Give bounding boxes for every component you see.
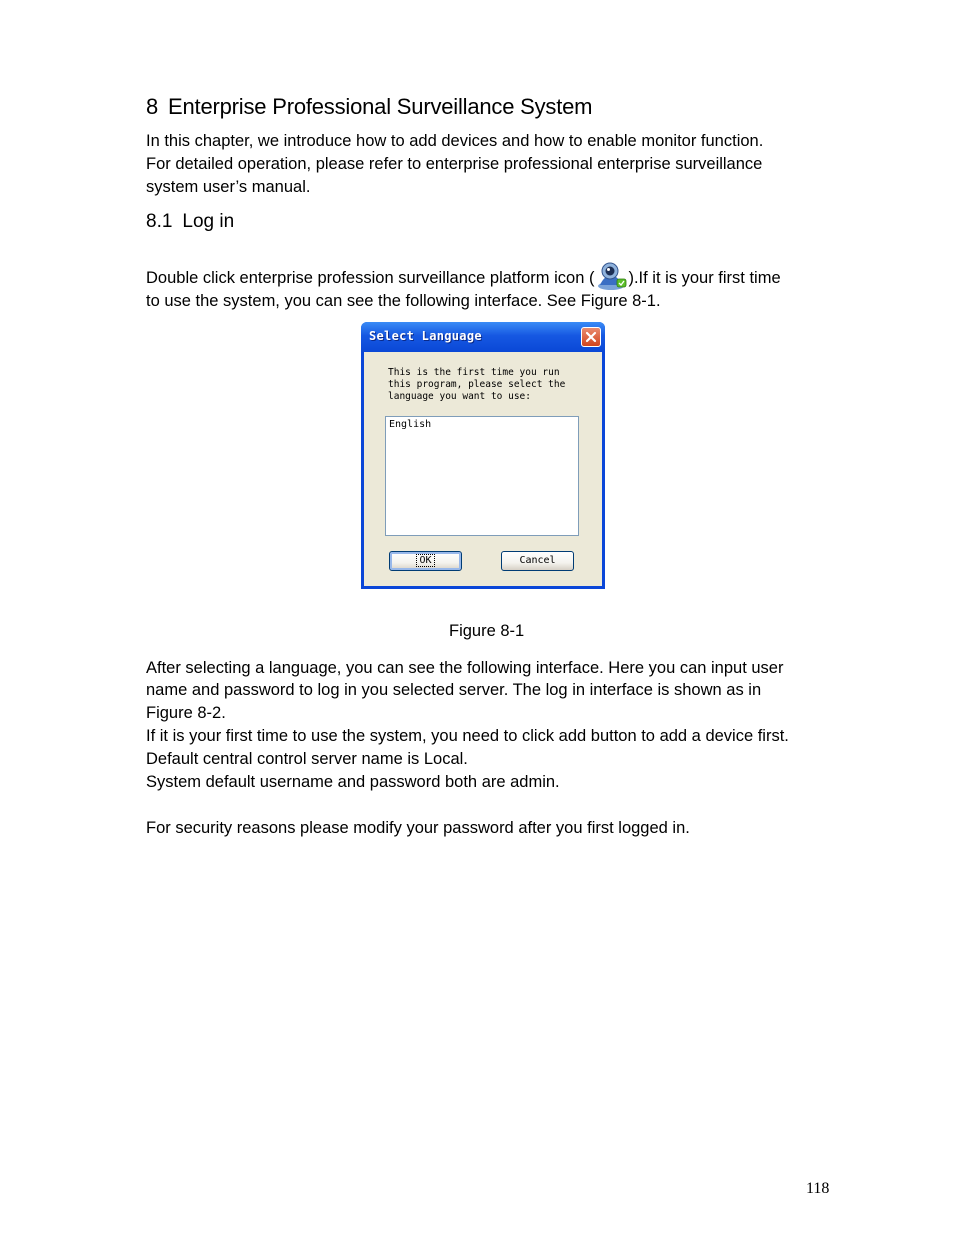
body-line: For security reasons please modify your password after you first logged in. xyxy=(146,819,690,837)
body-line: If it is your first time to use the system, you need to click add button to add a device first. xyxy=(146,727,789,745)
surveillance-platform-icon xyxy=(594,261,628,291)
login-paragraph-line1 xyxy=(146,261,781,291)
intro-line: system user’s manual. xyxy=(146,178,311,196)
close-button[interactable] xyxy=(581,327,601,347)
figure-caption: Figure 8-1 xyxy=(449,622,525,640)
language-listbox[interactable] xyxy=(385,416,579,536)
section-title: Log in xyxy=(182,211,235,232)
chapter-heading xyxy=(146,94,592,120)
section-number: 8.1 xyxy=(146,211,173,232)
body-line: After selecting a language, you can see the following interface. Here you can input user xyxy=(146,659,784,677)
login-paragraph-line2: to use the system, you can see the following interface. See Figure 8-1. xyxy=(146,292,661,310)
body-line: name and password to log in you selected server. The log in interface is shown as in xyxy=(146,681,762,699)
cancel-button[interactable]: Cancel xyxy=(501,551,574,571)
section-heading xyxy=(146,211,234,233)
select-language-dialog xyxy=(361,322,605,589)
chapter-number: 8 xyxy=(146,94,159,119)
chapter-title: Enterprise Professional Surveillance System xyxy=(168,94,593,119)
intro-line: For detailed operation, please refer to enterprise professional enterprise surveillance xyxy=(146,155,763,173)
dialog-title: Select Language xyxy=(369,329,482,343)
page-number: 118 xyxy=(806,1180,830,1197)
language-option-english[interactable]: English xyxy=(389,419,432,430)
login-paragraph-text-a: Double click enterprise profession surveillance platform icon ( xyxy=(146,269,595,287)
intro-line: In this chapter, we introduce how to add devices and how to enable monitor function. xyxy=(146,132,764,150)
dialog-titlebar xyxy=(361,322,605,352)
body-line: System default username and password both are admin. xyxy=(146,773,560,791)
dialog-prompt: This is the first time you run this program, please select the language you want to use: xyxy=(388,367,566,402)
dialog-body xyxy=(364,352,602,586)
body-line: Default central control server name is Local. xyxy=(146,750,468,768)
login-paragraph-text-b: ).If it is your first time xyxy=(628,269,781,287)
close-icon xyxy=(585,331,597,343)
body-line: Figure 8-2. xyxy=(146,704,226,722)
ok-label: OK xyxy=(419,555,432,566)
ok-button[interactable] xyxy=(389,551,462,571)
